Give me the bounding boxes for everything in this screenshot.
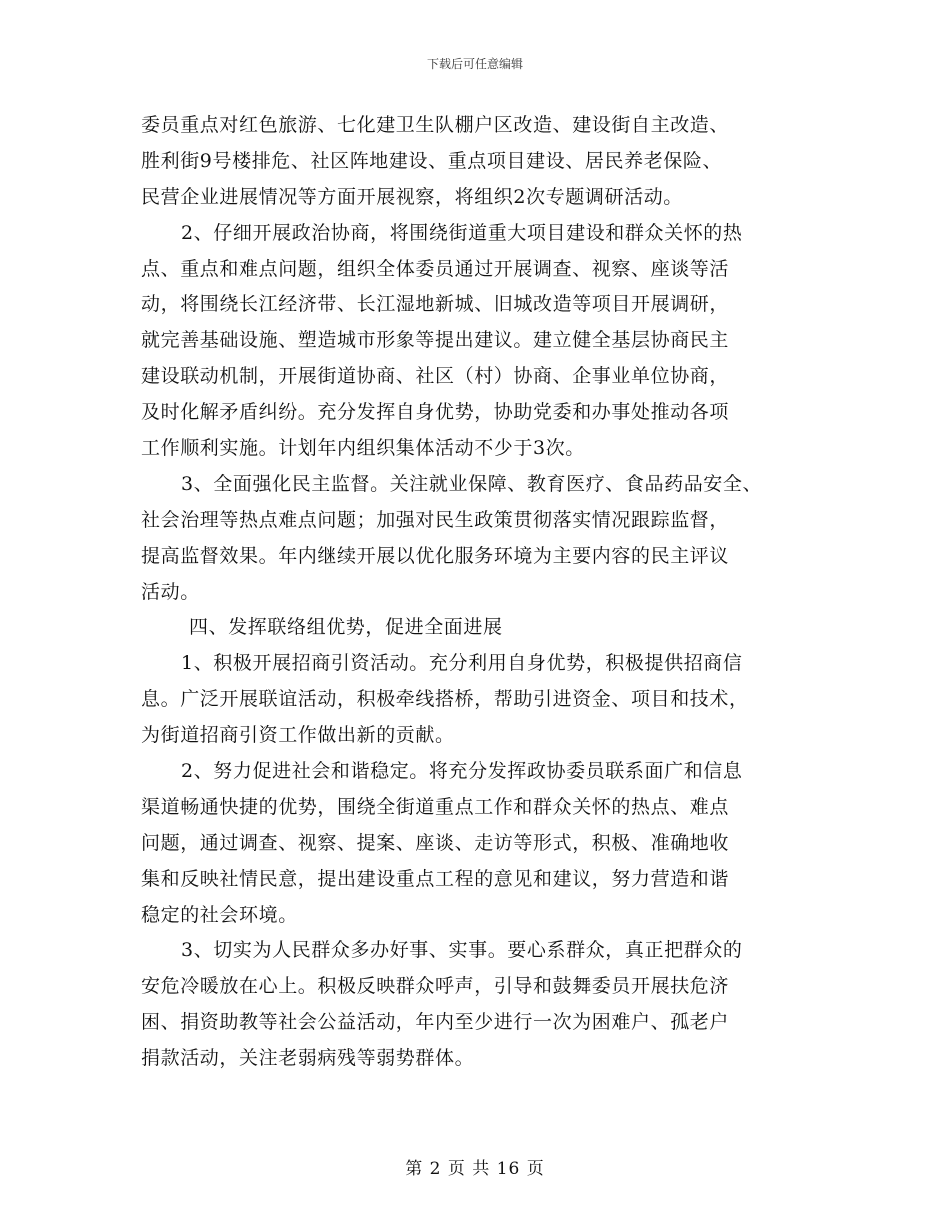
body-line: 活动。 — [141, 580, 200, 603]
section-heading: 四、发挥联络组优势，促进全面进展 — [189, 616, 503, 639]
body-line: 捐款活动，关注老弱病残等弱势群体。 — [141, 1047, 475, 1070]
body-line: 为街道招商引资工作做出新的贡献。 — [141, 724, 455, 747]
body-line: 息。广泛开展联谊活动，积极牵线搭桥，帮助引进资金、项目和技术， — [141, 688, 749, 711]
body-line: 点、重点和难点问题，组织全体委员通过开展调查、视察、座谈等活 — [141, 257, 730, 280]
paragraph-start-line: 3、切实为人民群众多办好事、实事。要心系群众，真正把群众的 — [181, 939, 743, 962]
paragraph-start-line: 2、仔细开展政治协商，将围绕街道重大项目建设和群众关怀的热 — [181, 221, 743, 244]
body-line: 及时化解矛盾纠纷。充分发挥自身优势，协助党委和办事处推动各项 — [141, 401, 730, 424]
body-line: 稳定的社会环境。 — [141, 903, 298, 926]
paragraph-start-line: 1、积极开展招商引资活动。充分利用自身优势，积极提供招商信 — [181, 652, 743, 675]
body-line: 建设联动机制，开展街道协商、社区（村）协商、企事业单位协商， — [141, 365, 730, 388]
body-line: 渠道畅通快捷的优势，围绕全街道重点工作和群众关怀的热点、难点 — [141, 795, 730, 818]
body-line: 动，将围绕长江经济带、长江湿地新城、旧城改造等项目开展调研， — [141, 293, 730, 316]
body-line: 工作顺利实施。计划年内组织集体活动不少于3次。 — [141, 437, 585, 460]
body-line: 胜利街9号楼排危、社区阵地建设、重点项目建设、居民养老保险、 — [141, 149, 723, 172]
page-header-note: 下载后可任意编辑 — [426, 57, 523, 71]
body-line: 民营企业进展情况等方面开展视察，将组织2次专题调研活动。 — [141, 185, 683, 208]
page-number-footer: 第 2 页 共 16 页 — [405, 1159, 545, 1179]
body-line: 就完善基础设施、塑造城市形象等提出建议。建立健全基层协商民主 — [141, 329, 730, 352]
body-line: 集和反映社情民意，提出建设重点工程的意见和建议，努力营造和谐 — [141, 867, 730, 890]
body-line: 委员重点对红色旅游、七化建卫生队棚户区改造、建设街自主改造、 — [141, 114, 730, 136]
paragraph-start-line: 3、全面强化民主监督。关注就业保障、教育医疗、食品药品安全、 — [181, 472, 763, 495]
body-line: 困、捐资助教等社会公益活动，年内至少进行一次为困难户、孤老户 — [141, 1011, 730, 1034]
paragraph-start-line: 2、努力促进社会和谐稳定。将充分发挥政协委员联系面广和信息 — [181, 760, 743, 783]
body-line: 社会治理等热点难点问题；加强对民生政策贯彻落实情况跟踪监督， — [141, 508, 730, 531]
body-line: 提高监督效果。年内继续开展以优化服务环境为主要内容的民主评议 — [141, 544, 730, 567]
document-body — [141, 108, 821, 1077]
body-line: 安危冷暖放在心上。积极反映群众呼声，引导和鼓舞委员开展扶危济 — [141, 975, 730, 998]
body-line: 问题，通过调查、视察、提案、座谈、走访等形式，积极、准确地收 — [141, 831, 730, 854]
